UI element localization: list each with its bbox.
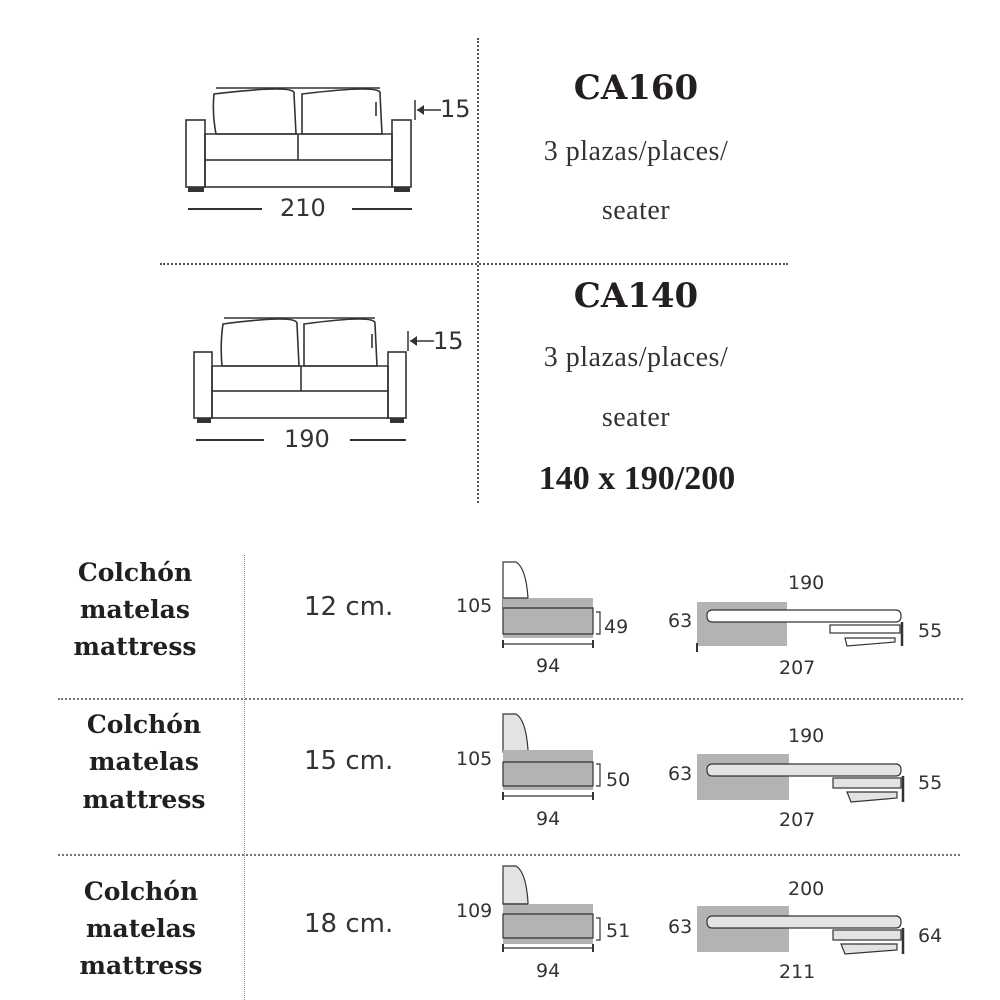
mattress-thickness: 15 cm. <box>304 746 394 776</box>
seater-line-1: 3 plazas/places/ <box>543 136 729 167</box>
row-divider-1 <box>58 698 963 700</box>
width-dimension: 210 <box>280 194 326 222</box>
seat-height: 50 <box>606 769 631 791</box>
arm-height: 63 <box>668 916 693 938</box>
back-dimension: 15 <box>440 95 471 123</box>
model-code: CA160 <box>573 68 699 108</box>
arm-height: 63 <box>668 763 693 785</box>
open-length: 207 <box>779 809 816 831</box>
sofa-bed-open-icon <box>695 752 910 807</box>
width-line-right <box>352 208 412 210</box>
mattress-label-fr: matelas <box>80 595 190 624</box>
bed-length: 190 <box>788 725 825 747</box>
bed-height: 55 <box>918 772 943 794</box>
mattress-thickness: 18 cm. <box>304 909 394 939</box>
seater-line-2: seater <box>601 195 671 226</box>
side-height: 105 <box>456 748 493 770</box>
mattress-label-en: mattress <box>82 785 206 814</box>
mattress-label-en: mattress <box>73 632 197 661</box>
open-length: 207 <box>779 657 816 679</box>
mattress-label-es: Colchón <box>86 710 202 739</box>
bed-height: 55 <box>918 620 943 642</box>
arm-height: 63 <box>668 610 693 632</box>
seat-height: 49 <box>604 616 629 638</box>
back-dimension: 15 <box>433 327 464 355</box>
mattress-label-es: Colchón <box>83 877 199 906</box>
sofa-front-icon <box>186 86 416 196</box>
mattress-label-es: Colchón <box>77 558 193 587</box>
width-line-right <box>350 439 406 441</box>
sofa-front-icon <box>194 316 409 426</box>
open-length: 211 <box>779 961 816 983</box>
sofa-depth: 94 <box>536 655 561 677</box>
width-dimension: 190 <box>284 425 330 453</box>
width-line-left <box>188 208 262 210</box>
side-height: 109 <box>456 900 493 922</box>
horizontal-divider-top <box>160 263 788 265</box>
arrow-left-icon <box>406 331 436 351</box>
bed-height: 64 <box>918 925 943 947</box>
arrow-left-icon <box>413 100 443 120</box>
model-code: CA140 <box>573 276 699 316</box>
mattress-label-en: mattress <box>79 951 203 980</box>
width-line-left <box>196 439 264 441</box>
sofa-side-icon <box>498 864 603 959</box>
seater-line-1: 3 plazas/places/ <box>543 342 729 373</box>
seat-height: 51 <box>606 920 631 942</box>
mattress-label-fr: matelas <box>89 747 199 776</box>
sofa-side-icon <box>498 712 603 807</box>
table-vertical-divider <box>244 555 245 1000</box>
row-divider-2 <box>58 854 960 856</box>
bed-length: 190 <box>788 572 825 594</box>
mattress-label-fr: matelas <box>86 914 196 943</box>
sofa-bed-open-icon <box>695 600 910 655</box>
sofa-depth: 94 <box>536 960 561 982</box>
sofa-bed-open-icon <box>695 904 910 959</box>
side-height: 105 <box>456 595 493 617</box>
sofa-side-icon <box>498 560 603 655</box>
bed-length: 200 <box>788 878 825 900</box>
seater-line-2: seater <box>601 402 671 433</box>
mattress-thickness: 12 cm. <box>304 592 394 622</box>
bed-size: 140 x 190/200 <box>538 460 736 497</box>
sofa-depth: 94 <box>536 808 561 830</box>
